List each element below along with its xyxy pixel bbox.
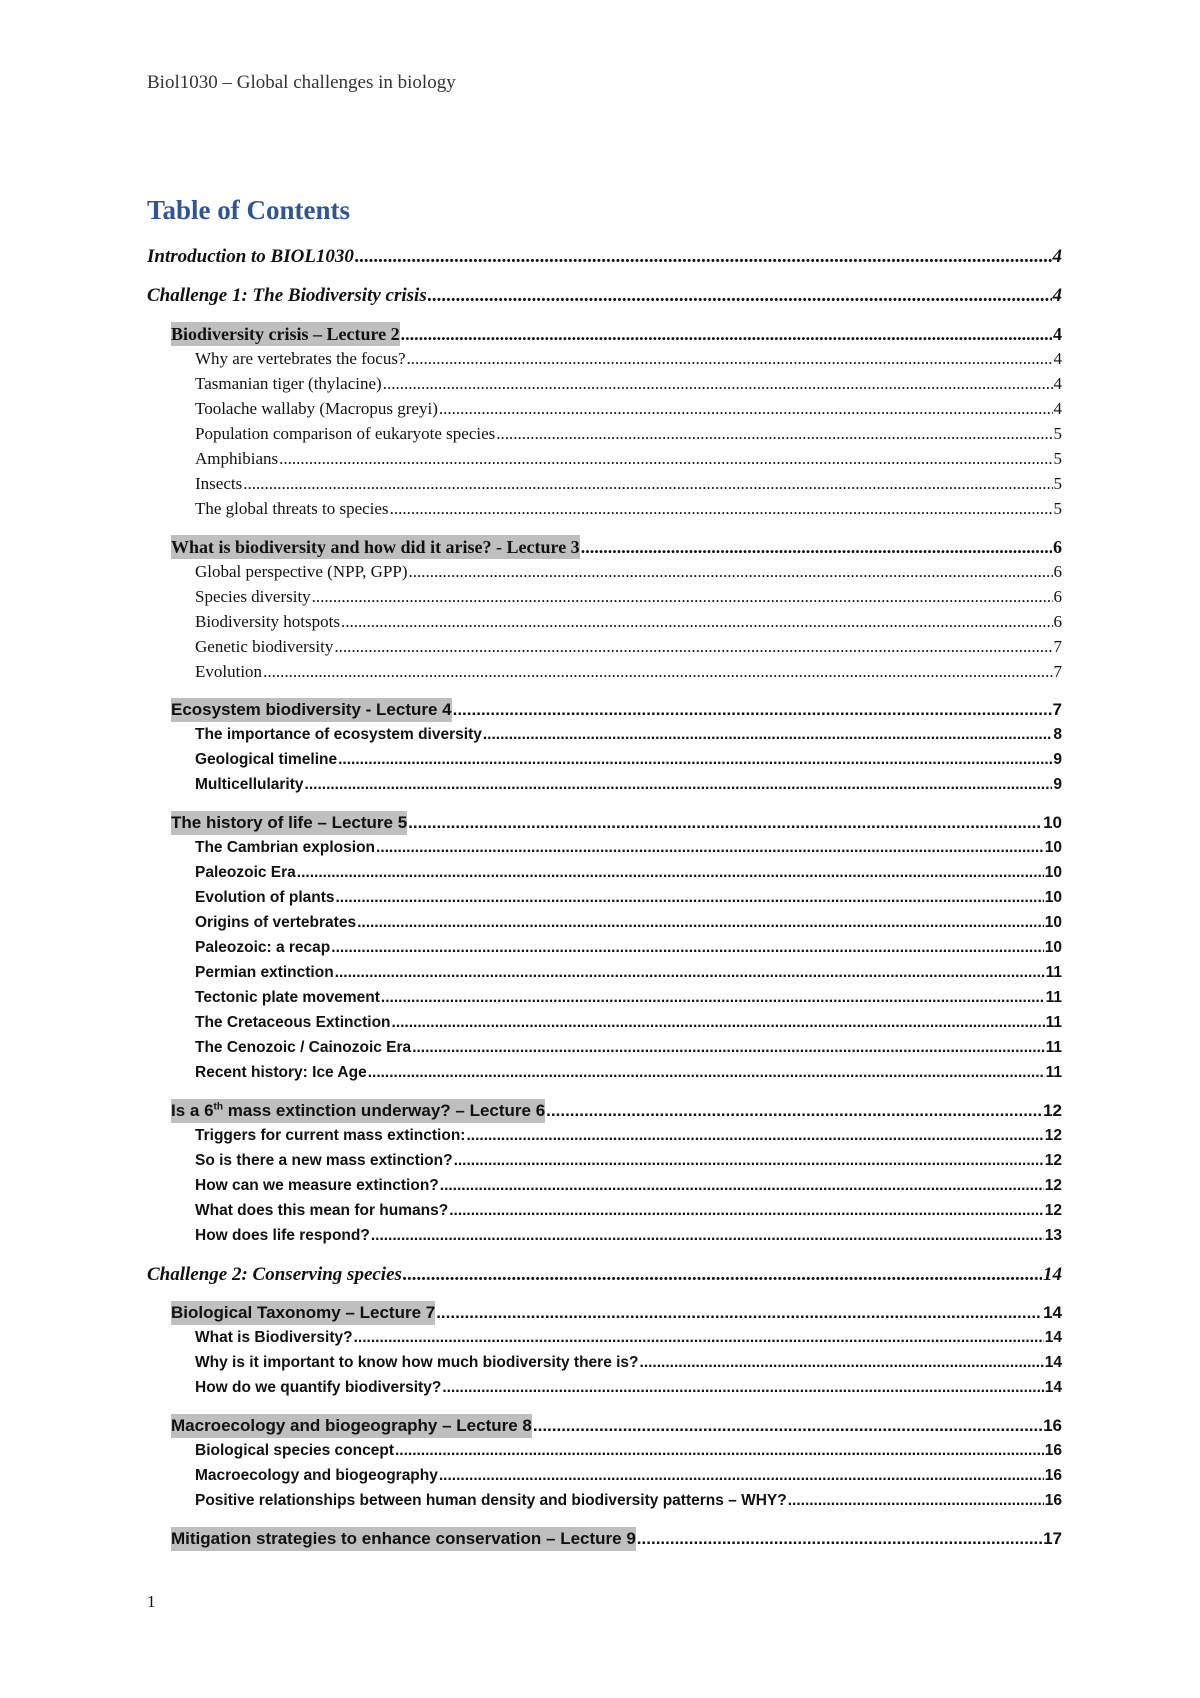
toc-entry-level-3[interactable] (195, 1010, 1062, 1035)
toc-entry-level-3[interactable] (195, 1375, 1062, 1400)
toc-entry-page-number: 12 (1044, 1152, 1062, 1169)
toc-entry-label: The importance of ecosystem diversity (195, 726, 482, 743)
toc-entry-label: Population comparison of eukaryote species (195, 424, 496, 443)
page-header: Biol1030 – Global challenges in biology (147, 72, 456, 93)
toc-entry-page-number: 7 (1053, 637, 1062, 656)
toc-entry-level-2[interactable] (171, 1527, 1062, 1551)
toc-entry-label: What is biodiversity and how did it arise? - Lecture 3 (171, 537, 580, 557)
toc-entry-page-number: 5 (1053, 424, 1062, 443)
toc-entry-level-3[interactable] (195, 772, 1062, 797)
toc-entry-page-number: 5 (1053, 474, 1062, 493)
toc-entry-label: Amphibians (195, 449, 279, 468)
toc-entry-level-3[interactable] (195, 346, 1062, 371)
table-of-contents (147, 244, 1062, 1551)
toc-entry-label: The history of life – Lecture 5 (171, 811, 407, 835)
toc-entry-label: Biological Taxonomy – Lecture 7 (171, 1301, 435, 1325)
toc-leader-dots (466, 1123, 1043, 1148)
toc-entry-label: Biodiversity crisis – Lecture 2 (171, 324, 400, 344)
toc-entry-label: Recent history: Ice Age (195, 1064, 367, 1081)
toc-leader-dots (338, 747, 1052, 772)
toc-entry-page-number: 6 (1053, 587, 1062, 606)
toc-entry-level-3[interactable] (195, 371, 1062, 396)
toc-entry-level-3[interactable] (195, 609, 1062, 634)
toc-entry-level-3[interactable] (195, 396, 1062, 421)
toc-entry-level-3[interactable] (195, 1173, 1062, 1198)
toc-leader-dots (546, 1099, 1042, 1123)
toc-entry-label: Paleozoic: a recap (195, 939, 331, 956)
toc-entry-page-number: 12 (1043, 1101, 1062, 1120)
toc-entry-level-3[interactable] (195, 935, 1062, 960)
toc-leader-dots (312, 584, 1053, 609)
toc-entry-label: Toolache wallaby (Macropus greyi) (195, 399, 438, 418)
toc-entry-level-2[interactable] (171, 811, 1062, 835)
toc-leader-dots (371, 1223, 1044, 1248)
toc-entry-level-3[interactable] (195, 471, 1062, 496)
toc-leader-dots (439, 396, 1053, 421)
toc-entry-label: Species diversity (195, 587, 311, 606)
toc-entry-level-3[interactable] (195, 421, 1062, 446)
toc-entry-page-number: 7 (1052, 700, 1062, 719)
toc-leader-dots (640, 1350, 1044, 1375)
toc-entry-label: The Cambrian explosion (195, 839, 376, 856)
toc-entry-page-number: 14 (1044, 1329, 1062, 1346)
toc-entry-label: Challenge 1: The Biodiversity crisis (147, 285, 427, 306)
toc-entry-label: Challenge 2: Conserving species (147, 1264, 402, 1285)
toc-entry-page-number: 4 (1053, 349, 1062, 368)
toc-entry-page-number: 9 (1053, 776, 1062, 793)
toc-entry-level-3[interactable] (195, 835, 1062, 860)
toc-entry-page-number: 6 (1053, 537, 1062, 557)
toc-entry-level-3[interactable] (195, 659, 1062, 684)
toc-entry-level-3[interactable] (195, 1350, 1062, 1375)
toc-entry-page-number: 8 (1053, 726, 1062, 743)
toc-leader-dots (305, 772, 1053, 797)
toc-entry-level-3[interactable] (195, 1035, 1062, 1060)
toc-entry-label: Global perspective (NPP, GPP) (195, 562, 408, 581)
toc-leader-dots (428, 283, 1052, 308)
toc-entry-label: Genetic biodiversity (195, 637, 334, 656)
toc-entry-page-number: 17 (1043, 1529, 1062, 1548)
toc-entry-level-3[interactable] (195, 1463, 1062, 1488)
toc-entry-page-number: 10 (1044, 889, 1062, 906)
toc-leader-dots (407, 346, 1053, 371)
toc-leader-dots (408, 559, 1052, 584)
toc-entry-page-number: 6 (1053, 612, 1062, 631)
toc-entry-page-number: 5 (1053, 449, 1062, 468)
toc-leader-dots (376, 835, 1044, 860)
toc-entry-label: Permian extinction (195, 964, 334, 981)
toc-entry-level-3[interactable] (195, 584, 1062, 609)
toc-entry-page-number: 10 (1044, 839, 1062, 856)
toc-leader-dots (581, 535, 1052, 559)
toc-entry-page-number: 7 (1053, 662, 1062, 681)
toc-entry-page-number: 10 (1043, 813, 1062, 832)
toc-entry-level-3[interactable] (195, 960, 1062, 985)
toc-leader-dots (279, 446, 1052, 471)
toc-entry-level-3[interactable] (195, 1148, 1062, 1173)
toc-entry-label-prefix: Is a 6 (171, 1101, 214, 1120)
toc-entry-label: How do we quantify biodiversity? (195, 1379, 442, 1396)
toc-entry-page-number: 12 (1044, 1177, 1062, 1194)
toc-entry-level-3[interactable] (195, 496, 1062, 521)
toc-entry-label: The Cenozoic / Cainozoic Era (195, 1039, 412, 1056)
toc-entry-page-number: 13 (1044, 1227, 1062, 1244)
toc-entry-level-1[interactable] (147, 1262, 1062, 1287)
toc-entry-label: Why is it important to know how much biodiversity there is? (195, 1354, 639, 1371)
toc-leader-dots (436, 1301, 1042, 1325)
toc-entry-page-number: 16 (1044, 1467, 1062, 1484)
toc-entry-label: Tasmanian tiger (thylacine) (195, 374, 382, 393)
toc-entry-level-2[interactable] (171, 1099, 1062, 1123)
toc-entry-page-number: 10 (1044, 864, 1062, 881)
toc-entry-level-1[interactable] (147, 244, 1062, 269)
toc-entry-page-number: 12 (1044, 1127, 1062, 1144)
toc-entry-page-number: 4 (1053, 399, 1062, 418)
toc-entry-page-number: 11 (1045, 1039, 1062, 1056)
toc-leader-dots (440, 1173, 1044, 1198)
toc-entry-page-number: 14 (1044, 1354, 1062, 1371)
toc-leader-dots (341, 609, 1053, 634)
toc-entry-label: Macroecology and biogeography – Lecture 8 (171, 1414, 532, 1438)
toc-entry-label: Evolution (195, 662, 263, 681)
toc-entry-level-2[interactable] (171, 322, 1062, 346)
toc-leader-dots (483, 722, 1053, 747)
toc-leader-dots (392, 1010, 1045, 1035)
toc-leader-dots (297, 860, 1044, 885)
toc-entry-page-number: 11 (1045, 989, 1062, 1006)
toc-entry-label: How can we measure extinction? (195, 1177, 439, 1194)
toc-entry-page-number: 11 (1045, 964, 1062, 981)
toc-entry-label: Multicellularity (195, 776, 304, 793)
toc-entry-page-number: 4 (1053, 374, 1062, 393)
toc-entry-label: Macroecology and biogeography (195, 1467, 438, 1484)
toc-leader-dots (354, 1325, 1044, 1350)
toc-entry-page-number: 14 (1043, 1264, 1062, 1285)
toc-entry-label: Origins of vertebrates (195, 914, 357, 931)
page-number: 1 (147, 1592, 156, 1611)
toc-entry-level-3[interactable] (195, 747, 1062, 772)
toc-entry-label: What does this mean for humans? (195, 1202, 449, 1219)
toc-entry-label: Evolution of plants (195, 889, 335, 906)
toc-leader-dots (533, 1414, 1042, 1438)
toc-leader-dots (243, 471, 1052, 496)
toc-entry-level-3[interactable] (195, 1488, 1062, 1513)
toc-leader-dots (788, 1488, 1044, 1513)
toc-entry-label: Biodiversity hotspots (195, 612, 340, 631)
toc-leader-dots (381, 985, 1045, 1010)
toc-entry-label: Triggers for current mass extinction: (195, 1127, 466, 1144)
toc-leader-dots (401, 322, 1052, 346)
toc-entry-page-number: 16 (1044, 1492, 1062, 1509)
toc-entry-page-number: 16 (1043, 1416, 1062, 1435)
toc-entry-label: The global threats to species (195, 499, 389, 518)
toc-leader-dots (334, 634, 1052, 659)
toc-leader-dots (496, 421, 1052, 446)
toc-leader-dots (439, 1463, 1044, 1488)
toc-leader-dots (336, 885, 1044, 910)
toc-entry-page-number: 11 (1045, 1014, 1062, 1031)
toc-leader-dots (357, 910, 1044, 935)
toc-leader-dots (403, 1262, 1042, 1287)
toc-entry-label: What is Biodiversity? (195, 1329, 353, 1346)
toc-entry-level-3[interactable] (195, 1060, 1062, 1085)
toc-entry-label: Positive relationships between human density and biodiversity patterns – WHY? (195, 1492, 787, 1509)
toc-leader-dots (390, 496, 1053, 521)
toc-leader-dots (335, 960, 1045, 985)
toc-entry-label: How does life respond? (195, 1227, 370, 1244)
toc-leader-dots (355, 244, 1052, 269)
toc-entry-page-number: 10 (1044, 914, 1062, 931)
toc-entry-label: The Cretaceous Extinction (195, 1014, 391, 1031)
toc-entry-level-2[interactable] (171, 698, 1062, 722)
toc-entry-level-2[interactable] (171, 1414, 1062, 1438)
toc-entry-label: Geological timeline (195, 751, 338, 768)
toc-entry-level-3[interactable] (195, 1223, 1062, 1248)
toc-entry-label: Introduction to BIOL1030 (147, 246, 354, 267)
toc-entry-label (171, 1099, 545, 1123)
toc-leader-dots (454, 1148, 1044, 1173)
toc-entry-page-number: 4 (1052, 285, 1062, 306)
toc-entry-level-1[interactable] (147, 283, 1062, 308)
toc-entry-label: Mitigation strategies to enhance conservation – Lecture 9 (171, 1527, 636, 1551)
toc-entry-label-rest: mass extinction underway? – Lecture 6 (223, 1101, 546, 1120)
toc-leader-dots (442, 1375, 1043, 1400)
toc-entry-level-3[interactable] (195, 860, 1062, 885)
toc-entry-level-3[interactable] (195, 559, 1062, 584)
toc-leader-dots (637, 1527, 1042, 1551)
toc-entry-page-number: 16 (1044, 1442, 1062, 1459)
toc-entry-label: Why are vertebrates the focus? (195, 349, 406, 368)
toc-entry-level-3[interactable] (195, 885, 1062, 910)
toc-entry-page-number: 4 (1052, 246, 1062, 267)
toc-entry-label: Biological species concept (195, 1442, 394, 1459)
toc-entry-page-number: 14 (1043, 1303, 1062, 1322)
toc-entry-label: So is there a new mass extinction? (195, 1152, 453, 1169)
toc-leader-dots (453, 698, 1052, 722)
toc-title: Table of Contents (147, 195, 351, 225)
toc-entry-level-2[interactable] (171, 535, 1062, 559)
toc-entry-label: Tectonic plate movement (195, 989, 380, 1006)
toc-entry-label: Paleozoic Era (195, 864, 296, 881)
toc-leader-dots (263, 659, 1052, 684)
toc-entry-level-3[interactable] (195, 1325, 1062, 1350)
toc-leader-dots (331, 935, 1043, 960)
toc-entry-level-3[interactable] (195, 1198, 1062, 1223)
toc-entry-page-number: 12 (1044, 1202, 1062, 1219)
toc-leader-dots (412, 1035, 1044, 1060)
toc-entry-level-3[interactable] (195, 910, 1062, 935)
toc-entry-level-2[interactable] (171, 1301, 1062, 1325)
toc-entry-level-3[interactable] (195, 1123, 1062, 1148)
toc-entry-page-number: 5 (1053, 499, 1062, 518)
toc-entry-page-number: 10 (1044, 939, 1062, 956)
toc-entry-label: Ecosystem biodiversity - Lecture 4 (171, 698, 452, 722)
toc-entry-page-number: 9 (1053, 751, 1062, 768)
toc-entry-level-3[interactable] (195, 634, 1062, 659)
toc-leader-dots (408, 811, 1042, 835)
toc-entry-page-number: 6 (1053, 562, 1062, 581)
toc-entry-level-3[interactable] (195, 985, 1062, 1010)
toc-entry-level-3[interactable] (195, 722, 1062, 747)
toc-entry-label-superscript: th (213, 1101, 223, 1113)
toc-entry-label: Insects (195, 474, 243, 493)
toc-leader-dots (383, 371, 1053, 396)
toc-entry-page-number: 14 (1044, 1379, 1062, 1396)
toc-entry-page-number: 4 (1053, 324, 1062, 344)
toc-entry-page-number: 11 (1045, 1064, 1062, 1081)
toc-leader-dots (368, 1060, 1045, 1085)
toc-leader-dots (449, 1198, 1044, 1223)
toc-entry-level-3[interactable] (195, 1438, 1062, 1463)
toc-leader-dots (395, 1438, 1044, 1463)
toc-entry-level-3[interactable] (195, 446, 1062, 471)
